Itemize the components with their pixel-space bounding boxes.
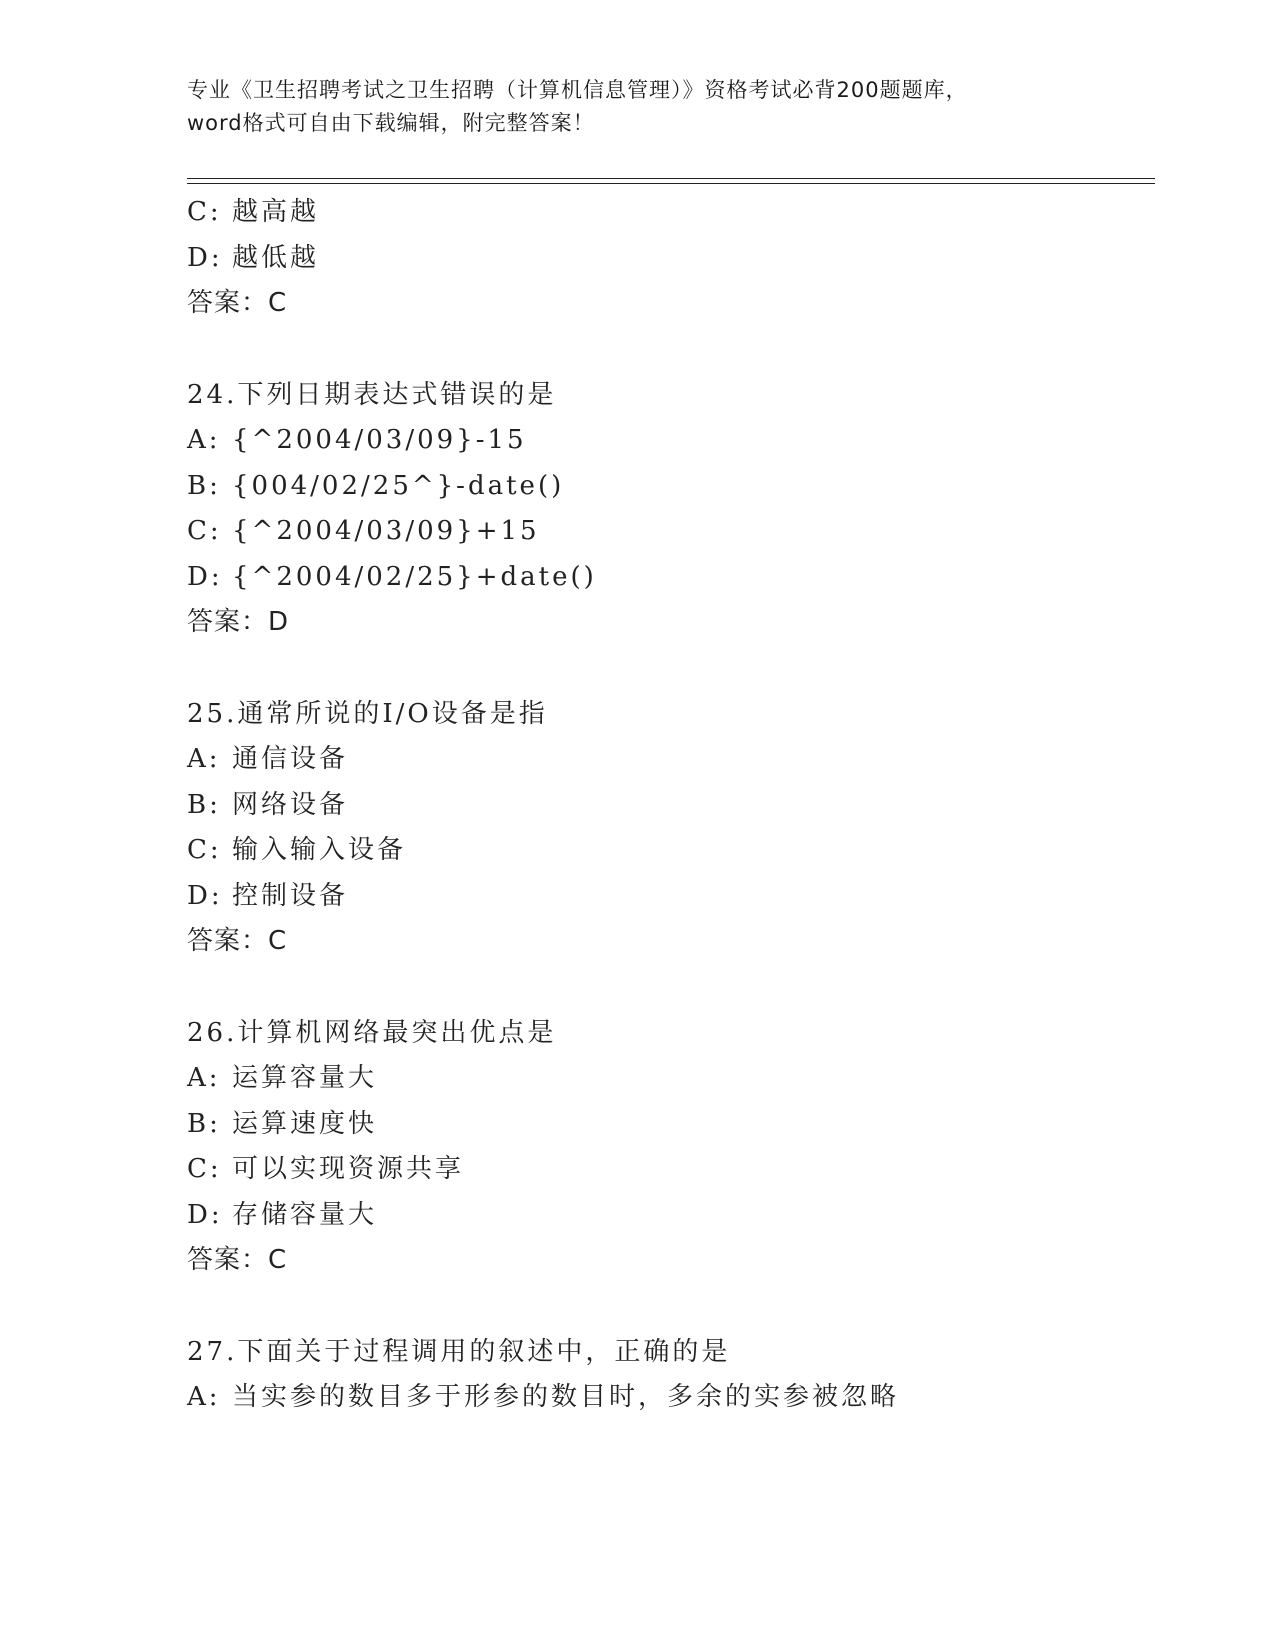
option-label: C: (187, 197, 222, 227)
option-a (187, 1375, 1147, 1421)
option-text: 存储容量大 (232, 1199, 378, 1230)
spacer (187, 327, 1147, 373)
option-text: 通信设备 (232, 744, 349, 774)
option-label: A: (187, 1063, 221, 1093)
question-text: 24.下列日期表达式错误的是 (187, 379, 557, 410)
question-27-block (187, 1330, 1147, 1421)
option-label: C: (187, 1154, 222, 1184)
header-divider-bottom (187, 183, 1155, 184)
option-text: 输入输入设备 (232, 835, 407, 865)
document-header (187, 74, 1087, 140)
spacer (187, 1284, 1147, 1330)
option-label: A: (187, 1382, 221, 1412)
option-label: B: (187, 1108, 221, 1139)
question-24-block (187, 373, 1147, 646)
option-label: D: (187, 561, 223, 592)
option-text: 越低越 (232, 242, 320, 273)
option-a (187, 1056, 1147, 1102)
option-label: C: (187, 835, 222, 865)
header-divider-top (187, 178, 1155, 179)
spacer (187, 646, 1147, 692)
option-label: A: (187, 425, 221, 455)
option-a (187, 737, 1147, 783)
option-label: B: (187, 789, 221, 820)
option-label: D: (187, 880, 223, 911)
option-text: 当实参的数目多于形参的数目时，多余的实参被忽略 (232, 1382, 900, 1412)
option-label: D: (187, 1199, 223, 1230)
option-text: 运算容量大 (232, 1063, 378, 1093)
option-d (187, 236, 1147, 282)
option-c (187, 509, 1147, 555)
question-23-block (187, 190, 1147, 327)
option-text: 可以实现资源共享 (232, 1154, 465, 1184)
option-text: {^2004/02/25}+date() (232, 561, 597, 592)
option-text: {^2004/03/09}-15 (232, 425, 527, 455)
answer-line: 答案：C (187, 1245, 288, 1275)
option-b (187, 1102, 1147, 1148)
option-b (187, 464, 1147, 510)
option-a (187, 418, 1147, 464)
question-26-block (187, 1011, 1147, 1284)
option-text: 运算速度快 (232, 1108, 378, 1139)
option-b (187, 783, 1147, 829)
option-c (187, 828, 1147, 874)
option-d (187, 1193, 1147, 1239)
answer-line: 答案：D (187, 607, 290, 637)
option-text: {^2004/03/09}+15 (232, 516, 540, 546)
option-label: D: (187, 242, 223, 273)
option-text: 控制设备 (232, 880, 349, 911)
answer-line: 答案：C (187, 288, 288, 318)
option-label: B: (187, 470, 221, 501)
option-text: {004/02/25^}-date() (232, 470, 565, 501)
option-text: 网络设备 (232, 789, 349, 820)
option-c (187, 190, 1147, 236)
option-label: A: (187, 744, 221, 774)
question-text: 27.下面关于过程调用的叙述中，正确的是 (187, 1336, 731, 1367)
option-d (187, 555, 1147, 601)
spacer (187, 965, 1147, 1011)
question-text: 26.计算机网络最突出优点是 (187, 1017, 557, 1048)
question-list (187, 190, 1147, 1421)
question-25-block (187, 692, 1147, 965)
header-title-line-1: 专业《卫生招聘考试之卫生招聘（计算机信息管理）》资格考试必背200题题库， (187, 78, 968, 102)
option-label: C: (187, 516, 222, 546)
question-text: 25.通常所说的I/O设备是指 (187, 698, 548, 729)
header-title-line-2: word格式可自由下载编辑，附完整答案！ (187, 111, 595, 135)
option-text: 越高越 (232, 197, 320, 227)
option-c (187, 1147, 1147, 1193)
option-d (187, 874, 1147, 920)
answer-line: 答案：C (187, 926, 288, 956)
